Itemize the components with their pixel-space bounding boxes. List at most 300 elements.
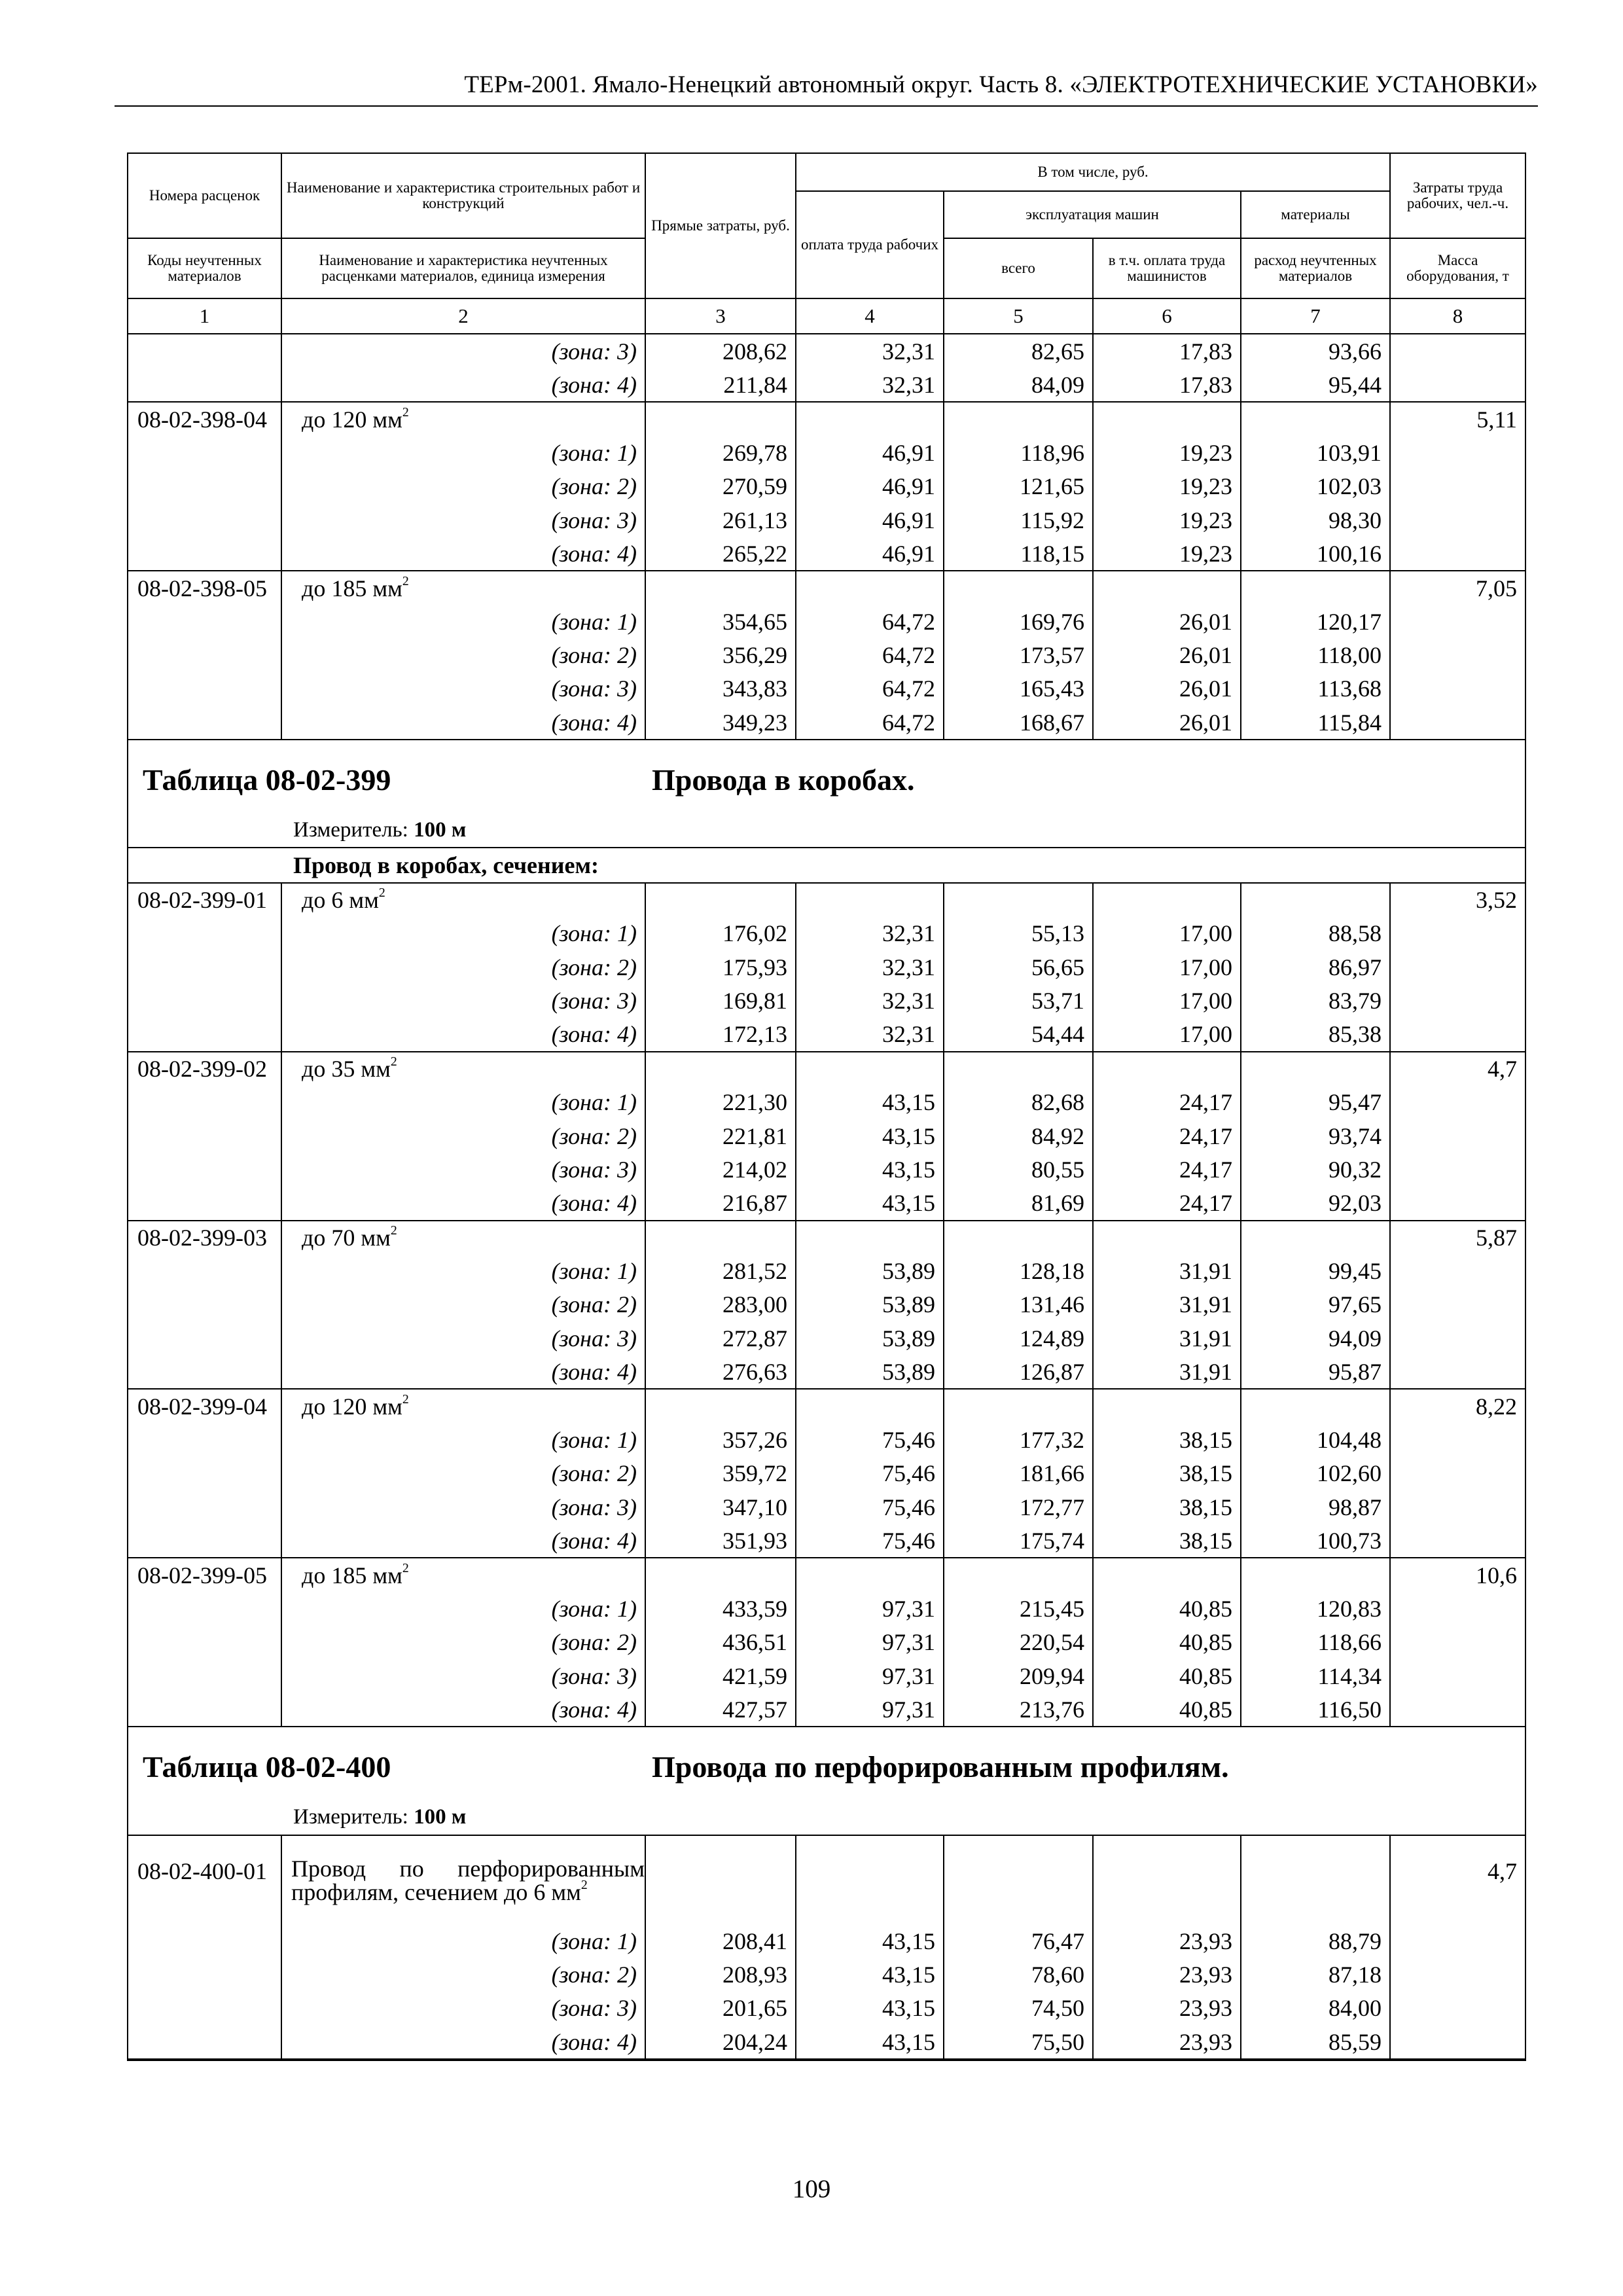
table-body bbox=[128, 334, 1525, 2060]
empty-cell bbox=[796, 1052, 944, 1086]
materials-value: 113,68 bbox=[1241, 672, 1390, 706]
machine-total-value: 78,60 bbox=[944, 1958, 1093, 1992]
direct-costs-value: 356,29 bbox=[645, 639, 796, 672]
labor-costs-value bbox=[1390, 1457, 1525, 1490]
labor-pay-value: 46,91 bbox=[796, 503, 944, 537]
zone-row bbox=[128, 1958, 1525, 1992]
superscript: 2 bbox=[580, 1877, 588, 1892]
machinist-pay-value: 38,15 bbox=[1093, 1490, 1241, 1524]
zone-row bbox=[128, 1524, 1525, 1558]
machine-total-value: 177,32 bbox=[944, 1424, 1093, 1457]
zone-label: (зона: 3) bbox=[281, 672, 645, 706]
zone-row bbox=[128, 1659, 1525, 1693]
rate-description-text: до 6 мм bbox=[302, 887, 379, 914]
machine-total-value: 115,92 bbox=[944, 503, 1093, 537]
rate-code: 08-02-400-01 bbox=[128, 1835, 281, 1925]
empty-cell bbox=[1241, 1389, 1390, 1423]
zone-label: (зона: 1) bbox=[281, 1424, 645, 1457]
labor-costs-value: 8,22 bbox=[1390, 1389, 1525, 1423]
materials-value: 95,47 bbox=[1241, 1086, 1390, 1119]
labor-costs-value: 4,7 bbox=[1390, 1835, 1525, 1925]
rate-code: 08-02-399-01 bbox=[128, 883, 281, 917]
zone-row bbox=[128, 1086, 1525, 1119]
machinist-pay-value: 23,93 bbox=[1093, 1925, 1241, 1958]
running-head: ТЕРм-2001. Ямало-Ненецкий автономный округ. Часть 8. «ЭЛЕКТРОТЕХНИЧЕСКИЕ УСТАНОВКИ» bbox=[464, 71, 1538, 98]
header-codes-unaccounted: Коды неучтенных материалов bbox=[128, 238, 281, 298]
machinist-pay-value: 26,01 bbox=[1093, 605, 1241, 639]
labor-pay-value: 53,89 bbox=[796, 1288, 944, 1321]
column-number: 5 bbox=[944, 298, 1093, 334]
machine-total-value: 55,13 bbox=[944, 917, 1093, 950]
zone-label: (зона: 2) bbox=[281, 950, 645, 984]
labor-costs-value bbox=[1390, 1017, 1525, 1051]
materials-value: 86,97 bbox=[1241, 950, 1390, 984]
materials-value: 97,65 bbox=[1241, 1288, 1390, 1321]
machine-total-value: 81,69 bbox=[944, 1186, 1093, 1220]
rate-code-cell bbox=[128, 1524, 281, 1558]
labor-costs-value bbox=[1390, 1524, 1525, 1558]
rate-code-cell bbox=[128, 470, 281, 503]
header-direct-costs: Прямые затраты, руб. bbox=[645, 153, 796, 298]
empty-cell bbox=[1241, 883, 1390, 917]
zone-row bbox=[128, 368, 1525, 402]
superscript: 2 bbox=[390, 1054, 397, 1069]
materials-value: 95,44 bbox=[1241, 368, 1390, 402]
rate-description bbox=[281, 1221, 645, 1255]
superscript: 2 bbox=[402, 573, 409, 588]
labor-pay-value: 75,46 bbox=[796, 1524, 944, 1558]
empty-cell bbox=[1241, 402, 1390, 436]
machine-total-value: 128,18 bbox=[944, 1255, 1093, 1288]
zone-row bbox=[128, 1490, 1525, 1524]
empty-cell bbox=[1241, 1835, 1390, 1925]
direct-costs-value: 349,23 bbox=[645, 706, 796, 740]
zone-label: (зона: 3) bbox=[281, 1490, 645, 1524]
materials-value: 100,73 bbox=[1241, 1524, 1390, 1558]
zone-row bbox=[128, 950, 1525, 984]
machinist-pay-value: 23,93 bbox=[1093, 1992, 1241, 2025]
column-number: 2 bbox=[281, 298, 645, 334]
machinist-pay-value: 17,00 bbox=[1093, 984, 1241, 1017]
rate-code-cell bbox=[128, 1288, 281, 1321]
machine-total-value: 84,09 bbox=[944, 368, 1093, 402]
empty-cell bbox=[944, 1835, 1093, 1925]
zone-row bbox=[128, 1255, 1525, 1288]
labor-pay-value: 43,15 bbox=[796, 1153, 944, 1186]
zone-label: (зона: 4) bbox=[281, 1186, 645, 1220]
empty-cell bbox=[1093, 402, 1241, 436]
labor-costs-value bbox=[1390, 1659, 1525, 1693]
table-header bbox=[128, 153, 1525, 334]
empty-cell bbox=[944, 1389, 1093, 1423]
direct-costs-value: 169,81 bbox=[645, 984, 796, 1017]
labor-costs-value bbox=[1390, 1693, 1525, 1727]
labor-costs-value bbox=[1390, 1992, 1525, 2025]
labor-pay-value: 75,46 bbox=[796, 1490, 944, 1524]
labor-costs-value bbox=[1390, 1321, 1525, 1355]
rate-code-cell bbox=[128, 1119, 281, 1153]
labor-pay-value: 43,15 bbox=[796, 1119, 944, 1153]
column-number: 1 bbox=[128, 298, 281, 334]
rate-code-cell bbox=[128, 1153, 281, 1186]
zone-label: (зона: 3) bbox=[281, 984, 645, 1017]
labor-pay-value: 43,15 bbox=[796, 1958, 944, 1992]
rate-code-cell bbox=[128, 1355, 281, 1389]
materials-value: 94,09 bbox=[1241, 1321, 1390, 1355]
zone-row bbox=[128, 1321, 1525, 1355]
rate-code: 08-02-398-04 bbox=[128, 402, 281, 436]
machinist-pay-value: 38,15 bbox=[1093, 1457, 1241, 1490]
direct-costs-value: 281,52 bbox=[645, 1255, 796, 1288]
labor-costs-value: 4,7 bbox=[1390, 1052, 1525, 1086]
zone-row bbox=[128, 1153, 1525, 1186]
materials-value: 104,48 bbox=[1241, 1424, 1390, 1457]
labor-pay-value: 75,46 bbox=[796, 1424, 944, 1457]
empty-cell bbox=[944, 571, 1093, 605]
zone-row bbox=[128, 1925, 1525, 1958]
empty-cell bbox=[1241, 1221, 1390, 1255]
zone-row bbox=[128, 917, 1525, 950]
materials-value: 114,34 bbox=[1241, 1659, 1390, 1693]
rate-code-cell bbox=[128, 1659, 281, 1693]
empty-cell bbox=[944, 1558, 1093, 1592]
materials-value: 120,83 bbox=[1241, 1592, 1390, 1626]
labor-pay-value: 32,31 bbox=[796, 368, 944, 402]
empty-cell bbox=[796, 883, 944, 917]
header-name-unaccounted: Наименование и характеристика неучтенных расценками материалов, единица измерения bbox=[281, 238, 645, 298]
table-title: Провода по перфорированным профилям. bbox=[652, 1750, 1229, 1784]
zone-row bbox=[128, 2025, 1525, 2060]
labor-pay-value: 64,72 bbox=[796, 672, 944, 706]
labor-pay-value: 97,31 bbox=[796, 1626, 944, 1659]
rate-code-cell bbox=[128, 1626, 281, 1659]
header-labor-costs: Затраты труда рабочих, чел.-ч. bbox=[1390, 153, 1525, 238]
superscript: 2 bbox=[402, 1560, 409, 1575]
zone-label: (зона: 1) bbox=[281, 437, 645, 470]
rate-code-cell bbox=[128, 368, 281, 402]
zone-row bbox=[128, 1626, 1525, 1659]
column-number-row bbox=[128, 298, 1525, 334]
empty-cell bbox=[1241, 1052, 1390, 1086]
labor-costs-value bbox=[1390, 1086, 1525, 1119]
zone-label: (зона: 3) bbox=[281, 1153, 645, 1186]
labor-costs-value bbox=[1390, 1288, 1525, 1321]
column-number: 8 bbox=[1390, 298, 1525, 334]
machinist-pay-value: 17,83 bbox=[1093, 368, 1241, 402]
machinist-pay-value: 40,85 bbox=[1093, 1592, 1241, 1626]
rate-code: 08-02-399-02 bbox=[128, 1052, 281, 1086]
rate-description bbox=[281, 571, 645, 605]
rate-code-cell bbox=[128, 1958, 281, 1992]
empty-cell bbox=[645, 402, 796, 436]
rate-description-text: до 185 мм bbox=[302, 575, 402, 601]
machine-total-value: 220,54 bbox=[944, 1626, 1093, 1659]
machine-total-value: 173,57 bbox=[944, 639, 1093, 672]
labor-pay-value: 43,15 bbox=[796, 1992, 944, 2025]
rate-description bbox=[281, 883, 645, 917]
labor-costs-value bbox=[1390, 706, 1525, 740]
labor-costs-value bbox=[1390, 1958, 1525, 1992]
table-title-cell bbox=[128, 740, 1525, 814]
labor-costs-value bbox=[1390, 1592, 1525, 1626]
labor-costs-value bbox=[1390, 917, 1525, 950]
measure-cell bbox=[128, 1801, 1525, 1835]
labor-costs-value bbox=[1390, 1424, 1525, 1457]
direct-costs-value: 433,59 bbox=[645, 1592, 796, 1626]
labor-costs-value: 7,05 bbox=[1390, 571, 1525, 605]
direct-costs-value: 343,83 bbox=[645, 672, 796, 706]
direct-costs-value: 204,24 bbox=[645, 2025, 796, 2060]
rate-code-cell bbox=[128, 1693, 281, 1727]
empty-cell bbox=[645, 571, 796, 605]
machine-total-value: 118,15 bbox=[944, 537, 1093, 571]
zone-row bbox=[128, 334, 1525, 368]
labor-costs-value bbox=[1390, 537, 1525, 571]
machinist-pay-value: 24,17 bbox=[1093, 1153, 1241, 1186]
zone-label: (зона: 1) bbox=[281, 605, 645, 639]
labor-costs-value bbox=[1390, 2025, 1525, 2060]
machine-total-value: 74,50 bbox=[944, 1992, 1093, 2025]
labor-costs-value bbox=[1390, 1925, 1525, 1958]
materials-value: 100,16 bbox=[1241, 537, 1390, 571]
rate-description bbox=[281, 1052, 645, 1086]
column-number: 7 bbox=[1241, 298, 1390, 334]
materials-value: 102,60 bbox=[1241, 1457, 1390, 1490]
zone-row bbox=[128, 706, 1525, 740]
direct-costs-value: 427,57 bbox=[645, 1693, 796, 1727]
labor-costs-value bbox=[1390, 470, 1525, 503]
machine-total-value: 172,77 bbox=[944, 1490, 1093, 1524]
empty-cell bbox=[1093, 1558, 1241, 1592]
rate-description-text: Провод по перфорированным профилям, сечением до 6 мм bbox=[291, 1855, 645, 1905]
table-title-cell bbox=[128, 1727, 1525, 1801]
rate-code-cell bbox=[128, 1424, 281, 1457]
zone-row bbox=[128, 1119, 1525, 1153]
empty-cell bbox=[1093, 1052, 1241, 1086]
rate-row bbox=[128, 1221, 1525, 1255]
materials-value: 118,66 bbox=[1241, 1626, 1390, 1659]
labor-pay-value: 43,15 bbox=[796, 1086, 944, 1119]
direct-costs-value: 265,22 bbox=[645, 537, 796, 571]
rate-code-cell bbox=[128, 1017, 281, 1051]
labor-pay-value: 43,15 bbox=[796, 1186, 944, 1220]
empty-cell bbox=[645, 1221, 796, 1255]
subtitle-row bbox=[128, 848, 1525, 882]
empty-cell bbox=[944, 1221, 1093, 1255]
rate-code-cell bbox=[128, 1992, 281, 2025]
zone-row bbox=[128, 639, 1525, 672]
empty-cell bbox=[645, 883, 796, 917]
measure-cell bbox=[128, 814, 1525, 848]
empty-cell bbox=[645, 1558, 796, 1592]
rate-code: 08-02-399-04 bbox=[128, 1389, 281, 1423]
zone-label: (зона: 3) bbox=[281, 1992, 645, 2025]
measure-label: Измеритель: bbox=[293, 818, 414, 842]
empty-cell bbox=[1093, 1389, 1241, 1423]
labor-pay-value: 46,91 bbox=[796, 437, 944, 470]
materials-value: 83,79 bbox=[1241, 984, 1390, 1017]
empty-cell bbox=[1093, 571, 1241, 605]
section-subtitle: Провод в коробах, сечением: bbox=[128, 848, 1525, 882]
measure-row bbox=[128, 814, 1525, 848]
header-including: В том числе, руб. bbox=[796, 153, 1390, 191]
rate-code-cell bbox=[128, 917, 281, 950]
rate-code-cell bbox=[128, 1321, 281, 1355]
rate-code-cell bbox=[128, 1457, 281, 1490]
labor-costs-value bbox=[1390, 639, 1525, 672]
direct-costs-value: 421,59 bbox=[645, 1659, 796, 1693]
machinist-pay-value: 19,23 bbox=[1093, 503, 1241, 537]
labor-costs-value: 10,6 bbox=[1390, 1558, 1525, 1592]
zone-row bbox=[128, 1017, 1525, 1051]
labor-costs-value bbox=[1390, 334, 1525, 368]
zone-label: (зона: 2) bbox=[281, 1288, 645, 1321]
rate-row bbox=[128, 1052, 1525, 1086]
table-label: Таблица 08-02-400 bbox=[143, 1750, 391, 1784]
zone-row bbox=[128, 1592, 1525, 1626]
materials-value: 118,00 bbox=[1241, 639, 1390, 672]
header-machinist-pay: в т.ч. оплата труда машинистов bbox=[1093, 238, 1241, 298]
zone-label: (зона: 3) bbox=[281, 1659, 645, 1693]
materials-value: 90,32 bbox=[1241, 1153, 1390, 1186]
machine-total-value: 126,87 bbox=[944, 1355, 1093, 1389]
machine-total-value: 56,65 bbox=[944, 950, 1093, 984]
machinist-pay-value: 17,00 bbox=[1093, 950, 1241, 984]
measure-label: Измеритель: bbox=[293, 1805, 414, 1829]
direct-costs-value: 201,65 bbox=[645, 1992, 796, 2025]
labor-pay-value: 53,89 bbox=[796, 1321, 944, 1355]
machine-total-value: 80,55 bbox=[944, 1153, 1093, 1186]
zone-row bbox=[128, 605, 1525, 639]
labor-pay-value: 32,31 bbox=[796, 334, 944, 368]
zone-label: (зона: 2) bbox=[281, 639, 645, 672]
superscript: 2 bbox=[402, 404, 409, 420]
empty-cell bbox=[645, 1052, 796, 1086]
direct-costs-value: 272,87 bbox=[645, 1321, 796, 1355]
materials-value: 115,84 bbox=[1241, 706, 1390, 740]
materials-value: 99,45 bbox=[1241, 1255, 1390, 1288]
header-labor-pay: оплата труда рабочих bbox=[796, 191, 944, 298]
machinist-pay-value: 31,91 bbox=[1093, 1255, 1241, 1288]
column-number: 6 bbox=[1093, 298, 1241, 334]
zone-label: (зона: 4) bbox=[281, 1017, 645, 1051]
machine-total-value: 75,50 bbox=[944, 2025, 1093, 2060]
direct-costs-value: 208,93 bbox=[645, 1958, 796, 1992]
rate-code-cell bbox=[128, 672, 281, 706]
rate-code-cell bbox=[128, 537, 281, 571]
rate-description-text: до 70 мм bbox=[302, 1225, 391, 1251]
labor-costs-value bbox=[1390, 1119, 1525, 1153]
materials-value: 103,91 bbox=[1241, 437, 1390, 470]
empty-cell bbox=[1093, 883, 1241, 917]
zone-row bbox=[128, 1424, 1525, 1457]
empty-cell bbox=[645, 1835, 796, 1925]
empty-cell bbox=[796, 1558, 944, 1592]
labor-costs-value bbox=[1390, 1626, 1525, 1659]
rates-table bbox=[127, 152, 1526, 2061]
labor-pay-value: 32,31 bbox=[796, 917, 944, 950]
machinist-pay-value: 26,01 bbox=[1093, 672, 1241, 706]
rate-code-cell bbox=[128, 1592, 281, 1626]
zone-row bbox=[128, 1457, 1525, 1490]
machine-total-value: 54,44 bbox=[944, 1017, 1093, 1051]
machine-total-value: 165,43 bbox=[944, 672, 1093, 706]
empty-cell bbox=[796, 1221, 944, 1255]
machine-total-value: 76,47 bbox=[944, 1925, 1093, 1958]
machinist-pay-value: 19,23 bbox=[1093, 437, 1241, 470]
table-label: Таблица 08-02-399 bbox=[143, 763, 391, 797]
empty-cell bbox=[1241, 1558, 1390, 1592]
labor-pay-value: 46,91 bbox=[796, 470, 944, 503]
labor-pay-value: 53,89 bbox=[796, 1355, 944, 1389]
empty-cell bbox=[645, 1389, 796, 1423]
machinist-pay-value: 24,17 bbox=[1093, 1086, 1241, 1119]
materials-value: 84,00 bbox=[1241, 1992, 1390, 2025]
machine-total-value: 175,74 bbox=[944, 1524, 1093, 1558]
zone-label: (зона: 4) bbox=[281, 1693, 645, 1727]
table-title-row bbox=[128, 1727, 1525, 1801]
zone-label: (зона: 3) bbox=[281, 1321, 645, 1355]
header-equipment-mass: Масса оборудования, т bbox=[1390, 238, 1525, 298]
table-title: Провода в коробах. bbox=[652, 763, 915, 797]
header-materials: материалы bbox=[1241, 191, 1390, 238]
materials-value: 98,87 bbox=[1241, 1490, 1390, 1524]
labor-costs-value bbox=[1390, 950, 1525, 984]
header-work-name: Наименование и характеристика строительных работ и конструкций bbox=[281, 153, 645, 238]
rate-description-text: до 120 мм bbox=[302, 1393, 402, 1420]
labor-pay-value: 75,46 bbox=[796, 1457, 944, 1490]
labor-pay-value: 32,31 bbox=[796, 1017, 944, 1051]
labor-pay-value: 64,72 bbox=[796, 639, 944, 672]
zone-row bbox=[128, 503, 1525, 537]
rate-description-text: до 120 мм bbox=[302, 406, 402, 433]
rate-description bbox=[281, 1558, 645, 1592]
machinist-pay-value: 31,91 bbox=[1093, 1321, 1241, 1355]
machine-total-value: 121,65 bbox=[944, 470, 1093, 503]
column-number: 3 bbox=[645, 298, 796, 334]
zone-row bbox=[128, 672, 1525, 706]
zone-label: (зона: 2) bbox=[281, 1626, 645, 1659]
zone-label: (зона: 4) bbox=[281, 2025, 645, 2060]
rate-row bbox=[128, 571, 1525, 605]
materials-value: 102,03 bbox=[1241, 470, 1390, 503]
labor-pay-value: 46,91 bbox=[796, 537, 944, 571]
labor-pay-value: 97,31 bbox=[796, 1693, 944, 1727]
zone-label: (зона: 2) bbox=[281, 470, 645, 503]
labor-pay-value: 97,31 bbox=[796, 1659, 944, 1693]
labor-pay-value: 64,72 bbox=[796, 605, 944, 639]
rate-code-cell bbox=[128, 706, 281, 740]
machinist-pay-value: 19,23 bbox=[1093, 537, 1241, 571]
rate-row bbox=[128, 1389, 1525, 1423]
direct-costs-value: 270,59 bbox=[645, 470, 796, 503]
direct-costs-value: 276,63 bbox=[645, 1355, 796, 1389]
zone-label: (зона: 1) bbox=[281, 1255, 645, 1288]
rate-description bbox=[281, 402, 645, 436]
machine-total-value: 209,94 bbox=[944, 1659, 1093, 1693]
machine-total-value: 53,71 bbox=[944, 984, 1093, 1017]
materials-value: 85,38 bbox=[1241, 1017, 1390, 1051]
machinist-pay-value: 31,91 bbox=[1093, 1355, 1241, 1389]
materials-value: 93,66 bbox=[1241, 334, 1390, 368]
table-title-row bbox=[128, 740, 1525, 814]
rate-description bbox=[281, 1835, 645, 1925]
machine-total-value: 169,76 bbox=[944, 605, 1093, 639]
machinist-pay-value: 17,83 bbox=[1093, 334, 1241, 368]
machinist-pay-value: 23,93 bbox=[1093, 1958, 1241, 1992]
rate-code: 08-02-399-05 bbox=[128, 1558, 281, 1592]
header-machine-operation: эксплуатация машин bbox=[944, 191, 1241, 238]
